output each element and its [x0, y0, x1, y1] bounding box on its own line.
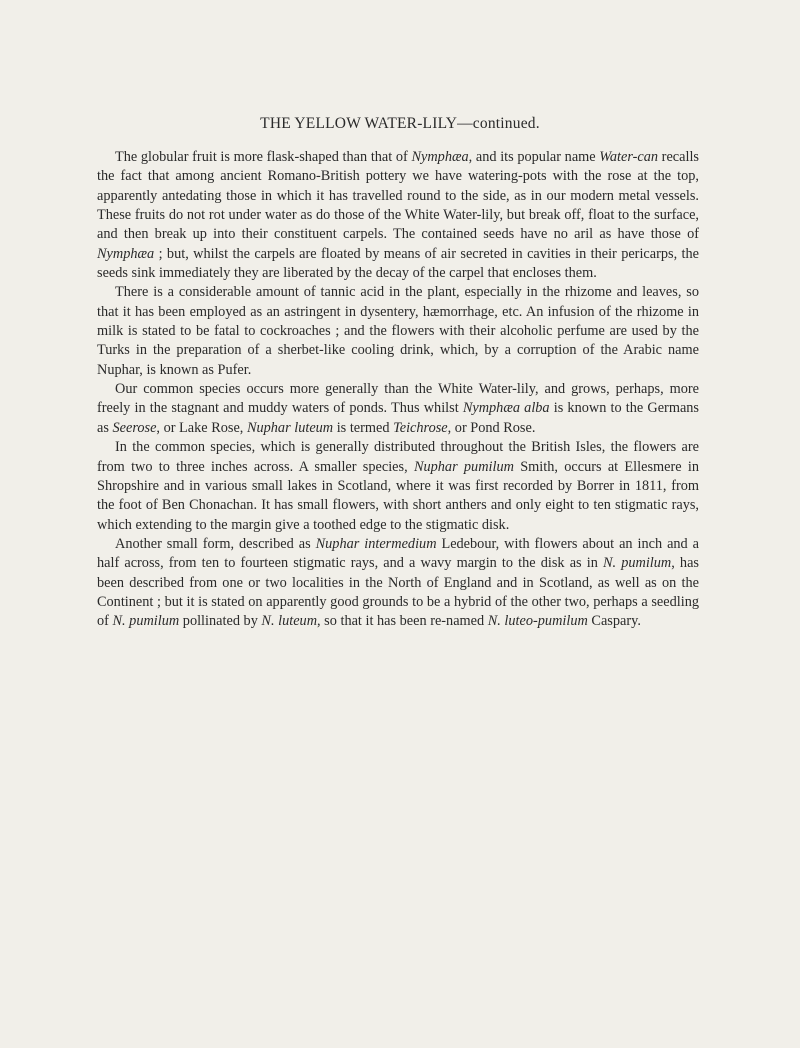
italic-term: Nymphæa	[97, 245, 155, 262]
paragraph	[97, 380, 699, 438]
italic-term: Nuphar luteum	[246, 419, 334, 436]
paragraph	[97, 438, 699, 535]
italic-term: N. pumilum	[602, 555, 672, 572]
text-run: In the common species, which is generally distributed throughout the British Isles, the flowers are from two to three inches across. A smaller species,	[97, 439, 699, 475]
text-run: , or Lake Rose,	[156, 419, 247, 436]
text-run: There is a considerable amount of tannic acid in the plant, especially in the rhizome and leaves, so that it has been employed as an astringent in dysentery, hæmorrhage, etc. An infusion of the rhizome in milk is stated to be fatal to cockroaches ; and the flowers with their alcoholic perfume are used by the Turks in the preparation of a sherbet-like cooling drink, which, by a corruption of the Arabic name Nuphar, is known as Pufer.	[97, 284, 699, 378]
italic-term: Seerose	[112, 419, 157, 436]
text-run: Another small form, described as	[115, 535, 316, 552]
body-text	[97, 148, 699, 632]
text-run: is known to the Germans as	[97, 400, 699, 436]
text-run: recalls the fact that among ancient Romano-British pottery we have watering-pots with the rose at the top, apparently antedating those in which it has travelled round to the side, as in our modern metal vessels. These fruits do not rot under water as do those of the White Water-lily, but break off, float to the surface, and then break up into their constituent carpels. The contained seeds have no aril as have those of	[97, 149, 699, 243]
text-run: is termed	[333, 419, 394, 436]
text-run: Caspary.	[587, 613, 641, 630]
text-run: , or Pond Rose.	[447, 419, 536, 436]
paragraph	[97, 535, 699, 632]
text-run: , so that it has been re-named	[317, 613, 488, 630]
italic-term: N. luteo-pumilum	[487, 613, 588, 630]
text-run: , and its popular name	[468, 149, 600, 165]
italic-term: Nymphæa alba	[462, 400, 550, 417]
italic-term: Nymphæa	[411, 149, 469, 165]
page-title: THE YELLOW WATER-LILY—continued.	[260, 115, 540, 132]
italic-term: Teichrose	[393, 419, 448, 436]
text-run: The globular fruit is more flask-shaped than that of	[115, 149, 412, 165]
paragraph	[97, 283, 699, 380]
italic-term: N. pumilum	[112, 613, 180, 630]
italic-term: Water-can	[599, 149, 659, 165]
text-run: ; but, whilst the carpels are floated by means of air secreted in cavities in their pericarps, the seeds sink immediately they are liberated by the decay of the carpel that encloses them.	[97, 245, 699, 282]
italic-term: N. luteum	[261, 613, 318, 630]
text-run: Our common species occurs more generally than the White Water-lily, and grows, perhaps, more freely in the stagnant and muddy waters of ponds. Thus whilst	[97, 381, 699, 417]
text-run: Smith, occurs at Ellesmere in Shropshire and in various small lakes in Scotland, where it was first recorded by Borrer in 1811, from the foot of Ben Chonachan. It has small flowers, with short anthers and only eight to ten stigmatic rays, which extending to the margin give a toothed edge to the stigmatic disk.	[97, 458, 699, 533]
paragraph	[97, 148, 699, 283]
italic-term: Nuphar intermedium	[315, 535, 437, 552]
italic-term: Nuphar pumilum	[413, 458, 514, 475]
text-run: , has been described from one or two localities in the North of England and in Scotland, as well as on the Continent ; but it is stated on apparently good grounds to be a hybrid of the other two, perhaps a seedling of	[97, 555, 699, 630]
text-run: Ledebour, with flowers about an inch and a half across, from ten to fourteen stigmatic rays, and a wavy margin to the disk as in	[97, 535, 699, 572]
text-run: pollinated by	[179, 613, 262, 630]
